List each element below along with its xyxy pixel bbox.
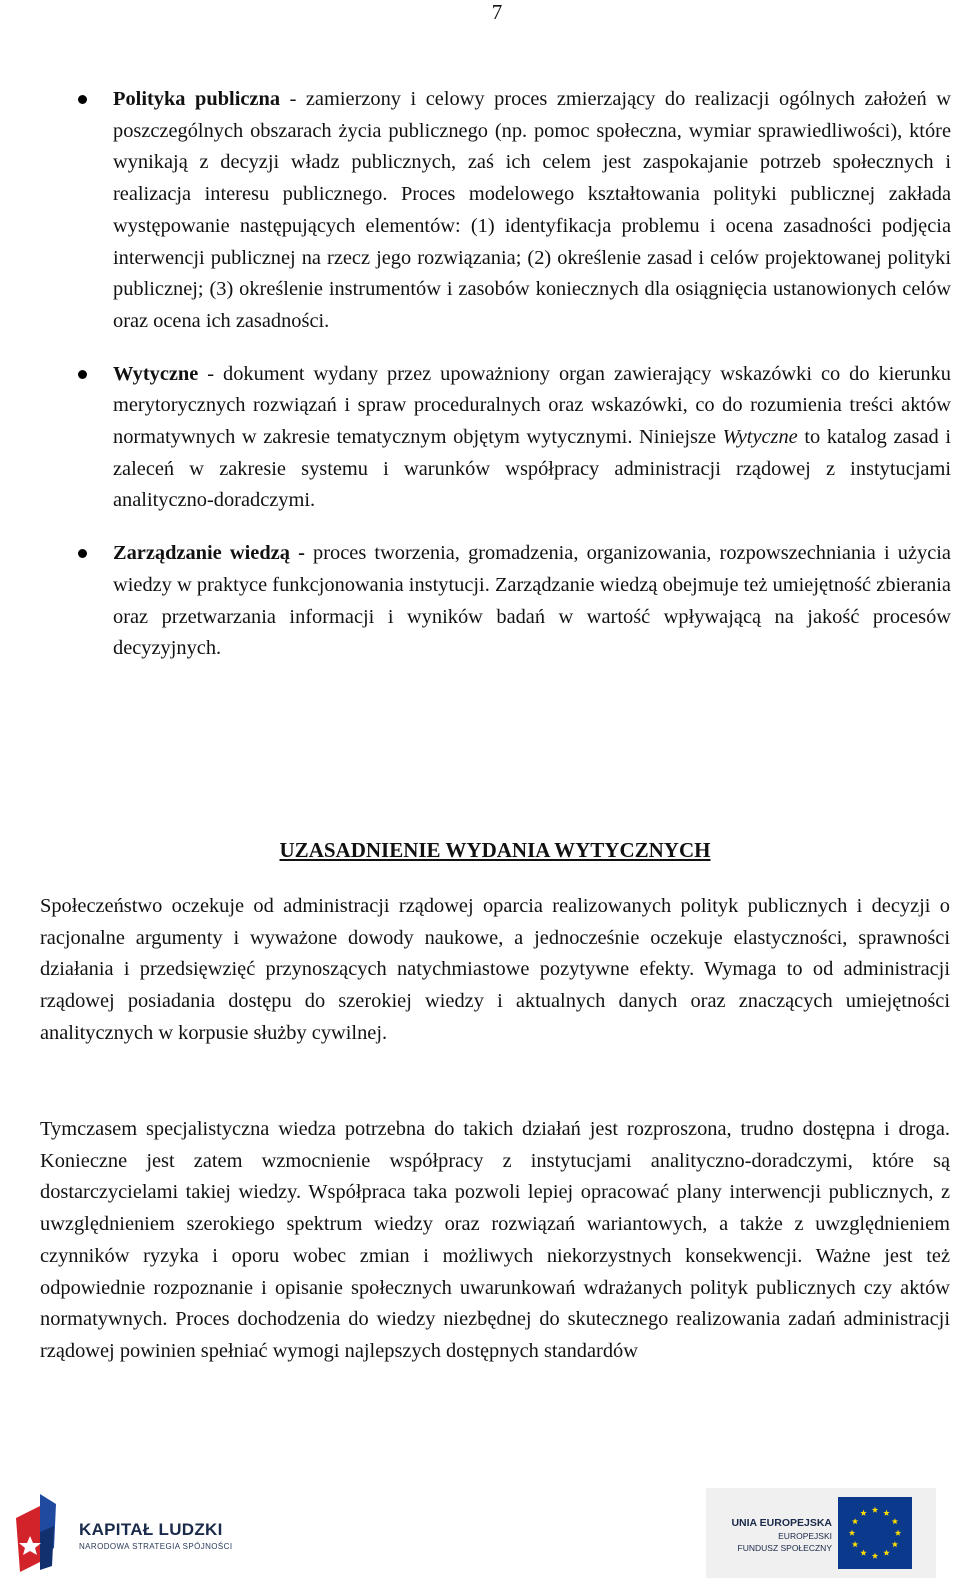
kapital-ludzki-emblem-icon [10, 1492, 66, 1576]
kapital-ludzki-title: KAPITAŁ LUDZKI [79, 1520, 223, 1539]
paragraph-2: Tymczasem specjalistyczna wiedza potrzebna do takich działań jest rozproszona, trudno dostępna i droga. Konieczne jest zatem wzmocnienie współpracy z instytucjami analityczno-doradczymi, które są dostarczycielami takiej wiedzy. Współpraca taka pozwoli lepiej opracować plany interwencji publicznych, z uwzględnieniem szerokiego spektrum wiedzy oraz rozwiązań wariantowych, a także z uwzględnieniem czynników ryzyka i oporu wobec zmian i możliwych niekorzystnych konsekwencji. Ważne jest też odpowiednie rozpoznanie i opisanie społecznych uwarunkowań wdrażanych polityk publicznych czy aktów normatywnych. Proces dochodzenia do wiedzy niezbędnej do skutecznego realizowania zadań administracji rządowej powinien spełniać wymogi najlepszych dostępnych standardów [40, 1118, 950, 1362]
kapital-ludzki-subtitle: NARODOWA STRATEGIA SPÓJNOŚCI [79, 1542, 233, 1551]
page-number: 7 [491, 0, 503, 24]
definition-text: - dokument wydany przez upoważniony organ zawierający wskazówki co do kierunku merytorycznych rozwiązań i spraw proceduralnych oraz wskazówki, co do rozumienia treści aktów normatywnych w zakresie tematycznym objętym wytycznymi. Niniejsze [113, 362, 951, 449]
definition-polityka-publiczna [113, 84, 951, 338]
definition-text: proces tworzenia, gromadzenia, organizowania, rozpowszechniania i użycia wiedzy w praktyce funkcjonowania instytucji. Zarządzanie wiedzą obejmuje też umiejętność zbierania oraz przetwarzania informacji i wyników badań w wartość wpływającą na jakość procesów decyzyjnych. [113, 542, 951, 660]
eu-line-3: FUNDUSZ SPOŁECZNY [737, 1543, 832, 1553]
eu-line-2: EUROPEJSKI [778, 1531, 832, 1541]
definition-term: Wytyczne [113, 362, 199, 385]
definition-wytyczne [113, 359, 951, 518]
definition-text-after: to katalog zasad i zaleceń w zakresie systemu i warunków współpracy administracji rządowej z instytucjami analityczno-doradczymi. [113, 426, 951, 512]
eu-logo [706, 1488, 936, 1578]
definition-zarzadzanie-wiedza [113, 538, 951, 665]
definition-term: Zarządzanie wiedzą - [113, 542, 305, 565]
kapital-ludzki-logo [10, 1492, 240, 1576]
definition-term: Polityka publiczna [113, 88, 281, 110]
definition-italic-term: Wytyczne [722, 426, 798, 449]
definition-text: - zamierzony i celowy proces zmierzający do realizacji ogólnych założeń w poszczególnych obszarach życia publicznego (np. pomoc społeczna, wymiar sprawiedliwości), które wynikają z decyzji władz publicznych, zaś ich celem jest zaspokajanie potrzeb społecznych i realizacja interesu publicznego. Proces modelowego kształtowania polityki publicznej zakłada występowanie następujących elementów: (1) identyfikacja problemu i ocena zasadności podjęcia interwencji publicznej na rzecz jego rozwiązania; (2) określenie zasad i celów projektowanej polityki publicznej; (3) określenie instrumentów i zasobów koniecznych dla osiągnięcia ustanowionych celów oraz ocena ich zasadności. [113, 88, 951, 332]
eu-line-1: UNIA EUROPEJSKA [731, 1517, 832, 1529]
definitions-list [113, 84, 951, 665]
footer-logos [0, 1488, 960, 1582]
eu-flag-icon [838, 1497, 912, 1569]
section-heading: UZASADNIENIE WYDANIA WYTYCZNYCH [279, 838, 711, 862]
paragraph-1: Społeczeństwo oczekuje od administracji rządowej oparcia realizowanych polityk publicznych i decyzji o racjonalne argumenty i wyważone dowody naukowe, a jednocześnie oczekuje elastyczności, sprawności działania i przedsięwzięć przynoszących natychmiastowe pozytywne efekty. Wymaga to od administracji rządowej posiadania dostępu do szerokiej wiedzy i aktualnych danych oraz znaczących umiejętności analitycznych w korpusie służby cywilnej. [40, 895, 950, 1044]
